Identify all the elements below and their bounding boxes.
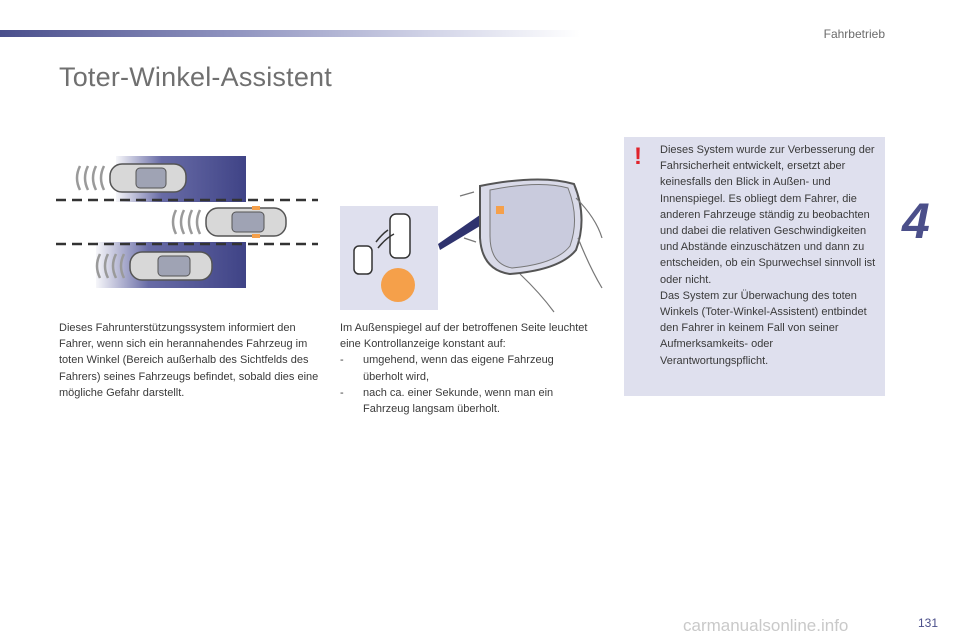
blind-spot-illustration xyxy=(56,150,318,290)
chapter-title: Fahrbetrieb xyxy=(823,27,885,41)
list-item xyxy=(340,385,590,417)
list-dash: - xyxy=(340,386,344,399)
list-item-text: nach ca. einer Sekunde, wenn man ein Fahrzeug langsam überholt. xyxy=(363,386,554,416)
page-number: 131 xyxy=(917,616,938,630)
intro-paragraph: Dieses Fahrunterstützungssystem informiert den Fahrer, wenn sich ein herannahendes Fahrzeug im toten Winkel (Bereich außerhalb des Sichtfelds des Fahrers) seines Fahrzeugs befindet, sobald dies eine mögliche Gefahr darstellt. xyxy=(59,322,319,399)
car-right-lane xyxy=(130,252,212,280)
car-own xyxy=(206,206,286,238)
warning-paragraph-1: Dieses System wurde zur Verbesserung der Fahrsicherheit entwickelt, ersetzt aber keinesfalls den Blick in Außen- und Innenspiegel. Es obliegt dem Fahrer, die anderen Fahrzeuge ständig zu beobachten und dabei die relativen Geschwindigkeiten und Abstände einzuschätzen und dann zu entscheiden, ob ein Spurwechsel sinnvoll ist oder nicht. xyxy=(660,144,876,286)
list-item xyxy=(340,352,590,384)
warning-paragraph-2: Das System zur Überwachung des toten Winkels (Toter-Winkel-Assistent) entbindet den Fahrer in keinem Fall von seiner Aufmerksamkeits- oder Verantwortungspflicht. xyxy=(660,289,867,367)
indicator-light xyxy=(381,268,415,302)
header-bar xyxy=(0,30,580,37)
page-title: Toter-Winkel-Assistent xyxy=(59,62,332,92)
indicator-description xyxy=(340,320,590,417)
warning-text xyxy=(660,142,878,369)
mirror-indicator-illustration xyxy=(340,178,604,314)
list-item-text: umgehend, wenn das eigene Fahrzeug überholt wird, xyxy=(363,354,554,383)
car-left-lane xyxy=(110,164,186,192)
indicator-conditions-list xyxy=(340,352,590,417)
warning-box xyxy=(624,137,885,396)
list-dash: - xyxy=(340,354,344,367)
watermark: carmanualsonline.info xyxy=(683,616,849,635)
chapter-number: 4 xyxy=(902,193,930,249)
indicator-intro: Im Außenspiegel auf der betroffenen Seite leuchtet eine Kontrollanzeige konstant auf: xyxy=(340,322,588,351)
exclamation-icon: ! xyxy=(634,143,642,170)
mirror-indicator xyxy=(496,206,504,214)
